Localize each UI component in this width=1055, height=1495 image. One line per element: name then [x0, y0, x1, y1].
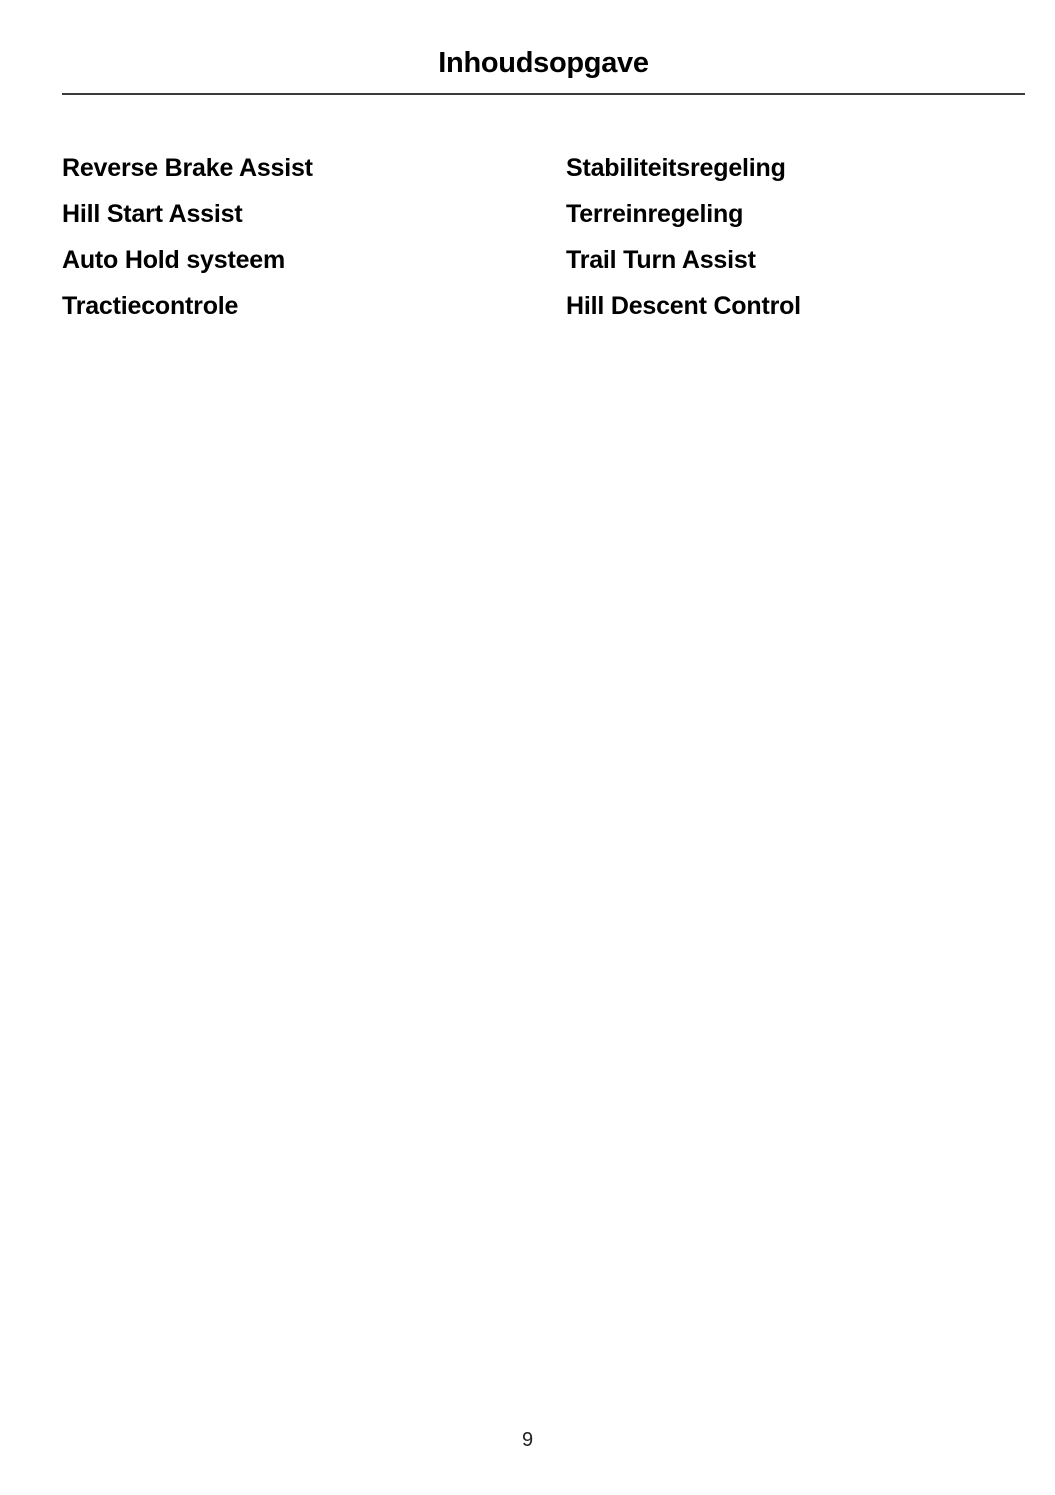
page-title: Inhoudsopgave	[438, 47, 649, 79]
toc-section-heading: Trail Turn Assist	[566, 246, 756, 274]
toc-section-heading: Reverse Brake Assist	[62, 154, 313, 182]
title-divider	[62, 93, 1025, 95]
toc-column-right	[566, 136, 1009, 328]
toc-section-heading: Tractiecontrole	[62, 292, 239, 320]
toc-section-heading: Terreinregeling	[566, 200, 744, 228]
toc-columns	[62, 136, 1025, 328]
toc-section-heading: Hill Descent Control	[566, 292, 801, 320]
toc-section-heading: Stabiliteitsregeling	[566, 154, 786, 182]
toc-column-left	[62, 136, 517, 328]
toc-section-heading: Hill Start Assist	[62, 200, 243, 228]
toc-section-heading: Auto Hold systeem	[62, 246, 286, 274]
page-footer	[0, 1430, 1055, 1450]
toc-page	[0, 47, 1055, 328]
page-number: 9	[521, 1429, 534, 1451]
